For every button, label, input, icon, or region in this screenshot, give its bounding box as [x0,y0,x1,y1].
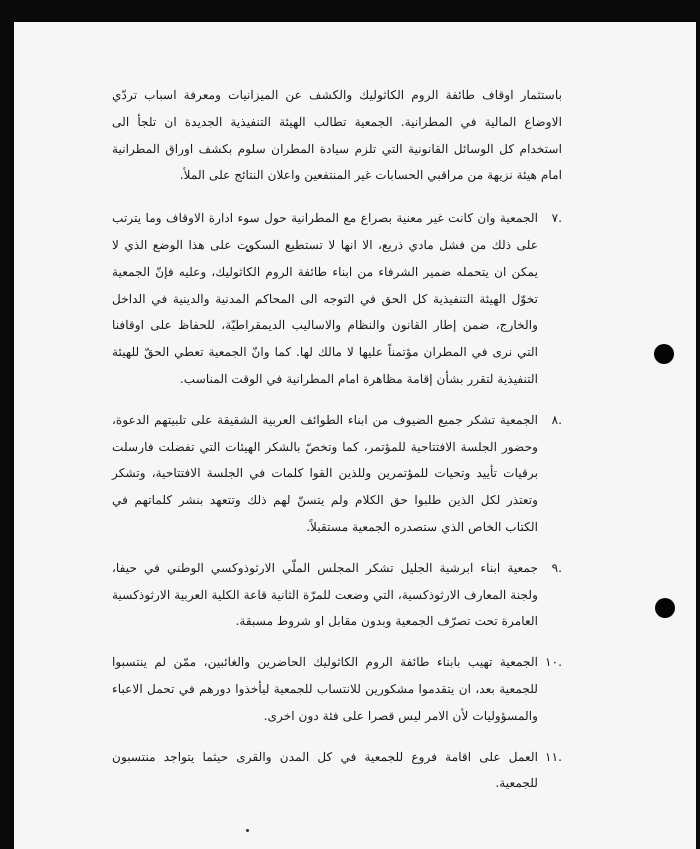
item-text: العمل على اقامة فروع للجمعية في كل المدن والقرى حيثما يتواجد منتسبون للجمعية. [112,749,538,791]
punch-hole-lower [655,598,675,618]
list-item-11 [112,744,562,798]
intro-paragraph: باستثمار اوقاف طائفة الروم الكاثوليك والكشف عن الميزانيات ومعرفة اسباب تردّي الاوضاع المالية في المطرانية. الجمعية تطالب الهيئة التنفيذية الجديدة ان تلجأ الى استخدام كل الوسائل القانونية التي تلزم سيادة المطران سلوم بكشف اوراق المطرانية امام هيئة نزيهة من مراقبي الحسابات غير المنتفعين واعلان النتائج على الملأ. [112,88,562,183]
item-text: الجمعية تهيب بابناء طائفة الروم الكاثوليك الحاضرين والغائبين، ممّن لم ينتسبوا للجمعية بعد، ان يتقدموا مشكورين للانتساب للجمعية ليأخذوا دورهم في تحمل الاعباء والمسؤوليات لأن الامر ليس قصرا على فئة دون اخرى. [112,655,538,723]
item-number: .١٠ [545,655,562,670]
punch-hole-upper [654,344,674,364]
item-text: الجمعية وان كانت غير معنية بصراع مع المطرانية حول سوء ادارة الاوقاف وما يترتب على ذلك من فشل مادي ذريع، الا انها لا تستطيع السكوت على هذا الوضع الذي لا يمكن ان يتحمله ضمير الشرفاء من ابناء طائفة الروم الكاثوليك، وعليه فإنّ الجمعية تخوّل الهيئة التنفيذية كل الحق في التوجه الى المحاكم المدنية والدينية في الداخل والخارج، ضمن إطار القانون والنظام والاساليب الديمقراطيّة، للحفاظ على اوقافنا التي نرى في المطران مؤتمناً عليها لا مالك لها. كما وانّ الجمعية تعطي الحقّ للهيئة التنفيذية لتقرر بشأن إقامة مظاهرة امام المطرانية في الوقت المناسب. [112,211,538,386]
item-text: جمعية ابناء ابرشية الجليل تشكر المجلس الملّي الارثوذوكسي الوطني في حيفا، ولجنة المعارف الارثوذكسية، التي وضعت للمرّة الثانية قاعة الكلية العربية الارثوذكسية العامرة تحت تصرّف الجمعية وبدون مقابل او شروط مسبقة. [112,560,538,629]
list-item-9 [112,555,562,635]
ink-speck [246,829,249,832]
item-number: .١١ [545,749,562,764]
item-text: الجمعية تشكر جميع الضيوف من ابناء الطوائف العربية الشقيقة على تلبيتهم الدعوة، وحضور الجلسة الافتتاحية للمؤتمر، كما وتخصّ بالشكر الهيئات التي تفضلت فارسلت برقيات تأييد وتحيات للمؤتمرين وللذين القوا كلمات في الجلسة الافتتاحية، وتشكر وتعتذر لكل الذين طلبوا حق الكلام ولم يتسنّ لهم ذلك وتتعهد بنشر كلماتهم في الكتاب الخاص الذي ستصدره الجمعية مستقبلاً. [112,412,538,534]
list-item-8 [112,407,562,541]
item-number: .٧ [551,211,562,226]
document-body [112,82,562,811]
item-number: .٨ [551,412,562,427]
list-item-10 [112,649,562,729]
list-item-7 [112,205,562,393]
item-number: .٩ [551,560,562,575]
